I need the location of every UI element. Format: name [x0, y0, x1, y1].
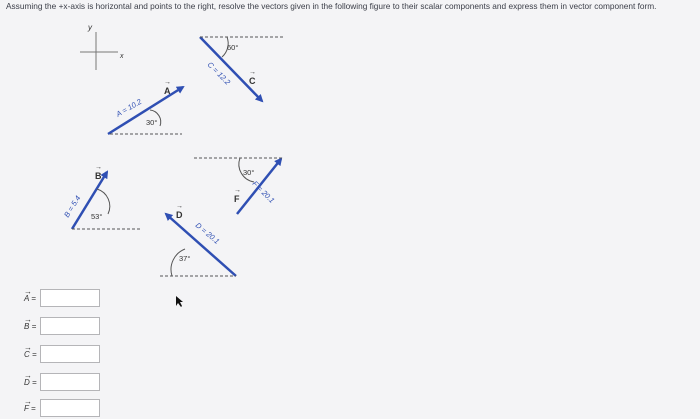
- vector-c-angle: 60°: [227, 43, 239, 52]
- vector-d-magnitude: D = 20.1: [193, 220, 222, 246]
- vector-arrow-icon: →: [24, 342, 32, 352]
- vector-d-label: D: [176, 210, 183, 220]
- answer-label-b: → B =: [24, 314, 37, 331]
- vector-c-magnitude: C = 12.2: [205, 60, 233, 87]
- answer-label-f: → F =: [24, 396, 36, 413]
- vector-d-angle: 37°: [179, 254, 191, 263]
- vector-c: [200, 37, 285, 101]
- vector-a-angle: 30°: [146, 118, 158, 127]
- vector-b-magnitude: B = 5.4: [62, 193, 83, 220]
- vector-b-arrow-icon: →: [95, 164, 102, 171]
- answer-input-b[interactable]: [40, 317, 100, 335]
- vector-arrow-icon: →: [24, 286, 32, 296]
- answer-label-a: → A =: [24, 286, 36, 303]
- answer-label-c: → C =: [24, 342, 37, 359]
- answer-label-d: → D =: [24, 370, 37, 387]
- y-axis-label: y: [88, 23, 92, 32]
- vector-arrow-icon: →: [24, 370, 32, 380]
- answer-row-c: [24, 343, 42, 365]
- answer-input-d[interactable]: [40, 373, 100, 391]
- vector-a-label: A: [164, 86, 171, 96]
- vector-c-label: C: [249, 76, 256, 86]
- vector-arrow-icon: →: [24, 314, 32, 324]
- vector-b-label: B: [95, 171, 102, 181]
- mouse-cursor-icon: [176, 296, 183, 307]
- x-axis-label: x: [120, 53, 124, 60]
- vector-b: [62, 164, 140, 229]
- axes-icon: [80, 23, 124, 70]
- vector-arrow-icon: →: [24, 396, 32, 406]
- answer-input-f[interactable]: [40, 399, 100, 417]
- answer-input-a[interactable]: [40, 289, 100, 307]
- answer-row-b: [24, 315, 42, 337]
- vector-d: [160, 203, 236, 276]
- answer-input-c[interactable]: [40, 345, 100, 363]
- vector-a-magnitude: A = 10.2: [114, 97, 144, 119]
- vector-c-arrow-icon: →: [249, 69, 256, 76]
- vector-a-arrow-icon: →: [164, 79, 171, 86]
- vector-b-angle: 53°: [91, 212, 103, 221]
- vector-a: [108, 79, 183, 134]
- vector-f-label: F: [234, 194, 240, 204]
- vector-d-arrow-icon: →: [176, 203, 183, 210]
- answer-row-a: [24, 287, 42, 309]
- vector-b-angle-arc: [97, 189, 110, 214]
- answer-row-d: [24, 371, 42, 393]
- vector-f-angle: 30°: [243, 168, 255, 177]
- question-text: Assuming the +x-axis is horizontal and points to the right, resolve the vectors given in the following figure to their scalar components and express them in vector component form.: [6, 1, 657, 11]
- vector-f-magnitude: F = 20.1: [250, 179, 277, 205]
- vector-f: [194, 158, 282, 214]
- vector-f-arrow-icon: →: [234, 187, 241, 194]
